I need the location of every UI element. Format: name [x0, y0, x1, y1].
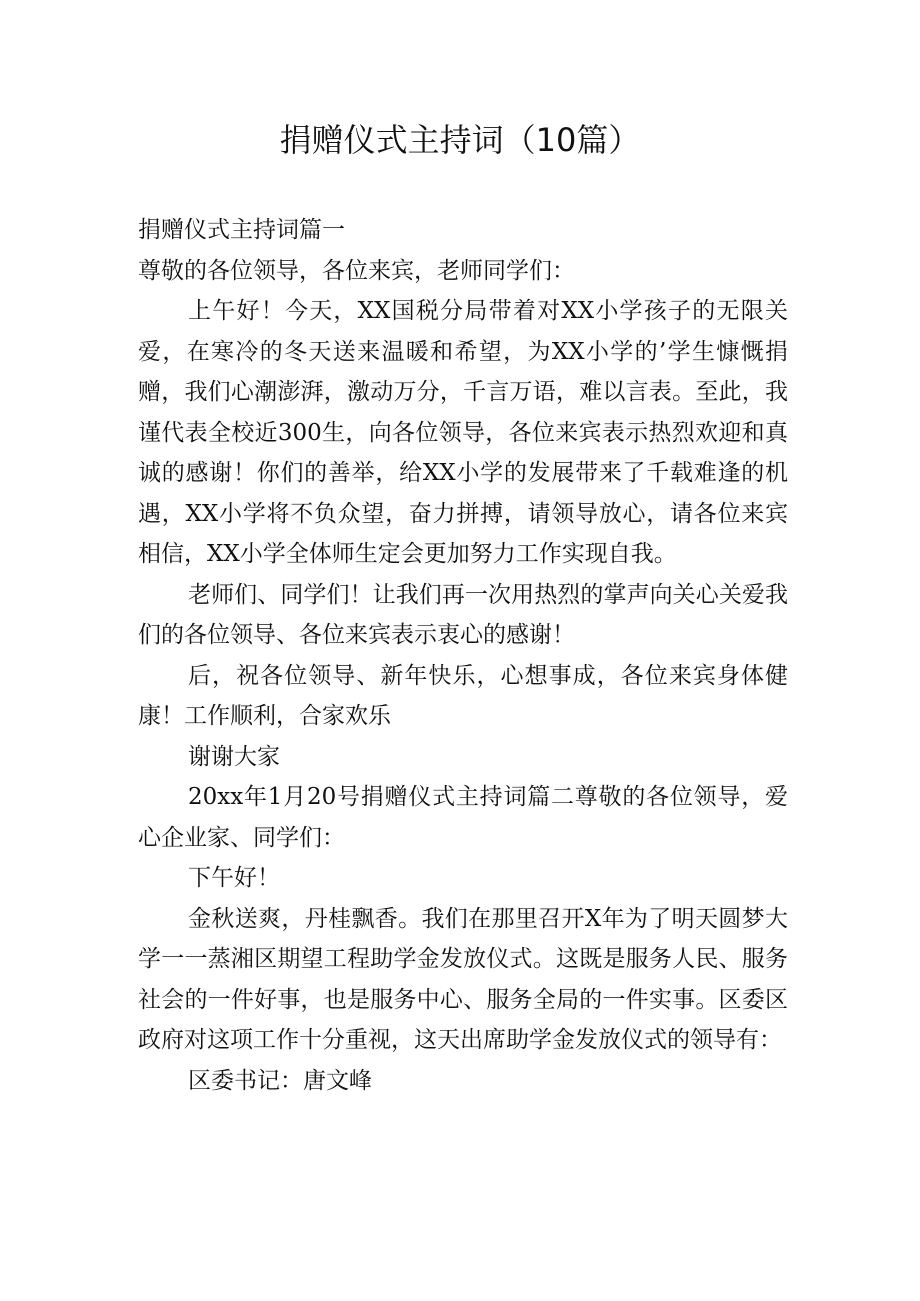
- body-paragraph: 20xx年1月20号捐赠仪式主持词篇二尊敬的各位领导，爱心企业家、同学们：: [138, 784, 788, 851]
- body-paragraph: 下午好！: [188, 865, 280, 891]
- body-paragraph: 老师们、同学们！让我们再一次用热烈的掌声向关心关爱我们的各位领导、各位来宾表示衷心的感谢！: [138, 581, 788, 648]
- body-paragraph: 上午好！今天，XX国税分局带着对XX小学孩子的无限关爱，在寒冷的冬天送来温暖和希望，为XX小学的’学生慷慨捐赠，我们心潮澎湃，激动万分，千言万语，难以言表。至此，我谨代表全校近300生，向各位领导，各位来宾表示热烈欢迎和真诚的感谢！你们的善举，给XX小学的发展带来了千载难逢的机遇，XX小学将不负众望，奋力拼搏，请领导放心，请各位来宾相信，XX小学全体师生定会更加努力工作实现自我。: [138, 298, 788, 567]
- document-body: [138, 210, 788, 1101]
- body-paragraph: 金秋送爽，丹桂飘香。我们在那里召开X年为了明天圆梦大学一一蒸湘区期望工程助学金发放仪式。这既是服务人民、服务社会的一件好事，也是服务中心、服务全局的一件实事。区委区政府对这项工作十分重视，这天出席助学金发放仪式的领导有：: [138, 905, 788, 1053]
- section-heading-1: 捐赠仪式主持词篇一: [138, 217, 345, 243]
- body-paragraph: 后，祝各位领导、新年快乐，心想事成，各位来宾身体健康！工作顺利，合家欢乐: [138, 662, 788, 729]
- salutation: 尊敬的各位领导，各位来宾，老师同学们：: [138, 257, 575, 284]
- document-title: 捐赠仪式主持词（10篇）: [279, 121, 641, 159]
- body-paragraph: 区委书记：唐文峰: [188, 1067, 372, 1094]
- body-paragraph: 谢谢大家: [188, 743, 280, 770]
